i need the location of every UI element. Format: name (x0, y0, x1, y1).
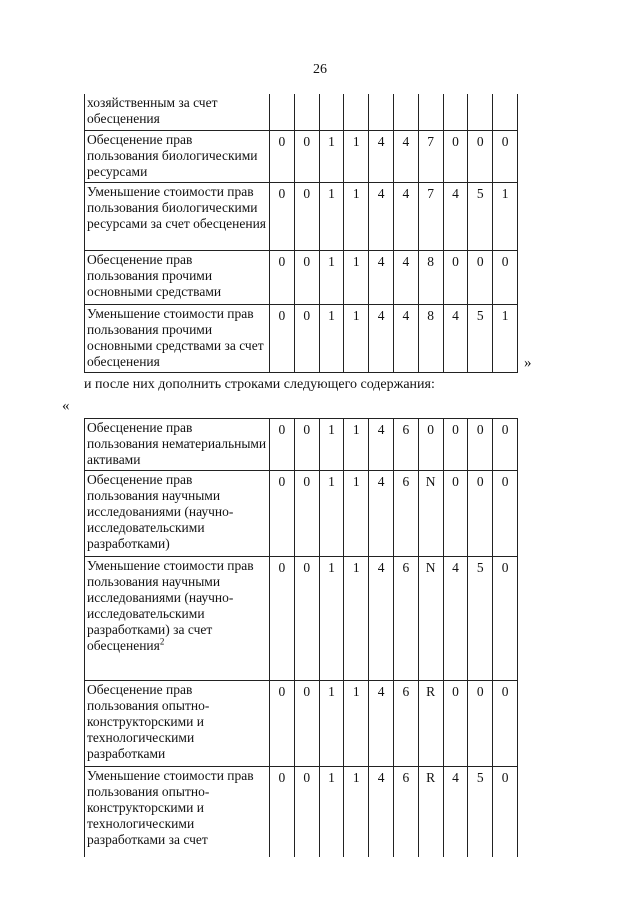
code-cell: 0 (294, 182, 319, 250)
code-cell: 4 (369, 250, 394, 304)
code-cell (369, 94, 394, 130)
code-cell: N (418, 471, 443, 557)
code-cell: 1 (344, 471, 369, 557)
code-cell: 1 (344, 681, 369, 767)
code-cell: 7 (418, 182, 443, 250)
code-cell: 0 (493, 767, 518, 857)
code-cell: 4 (369, 471, 394, 557)
code-cell (468, 94, 493, 130)
code-cell: 6 (393, 767, 418, 857)
code-cell: 4 (369, 304, 394, 372)
code-cell: 0 (418, 419, 443, 471)
table-row (85, 182, 518, 250)
row-label: Уменьшение стоимости прав пользования биологическими ресурсами за счет обесценения (85, 182, 270, 250)
code-cell: 6 (393, 557, 418, 681)
code-cell: 0 (294, 304, 319, 372)
code-cell: 0 (468, 130, 493, 182)
code-cell: 4 (393, 182, 418, 250)
code-cell: 4 (369, 767, 394, 857)
code-cell: 0 (270, 250, 295, 304)
accounts-table-additions (84, 418, 518, 857)
code-cell: 6 (393, 681, 418, 767)
code-cell: 4 (369, 182, 394, 250)
code-cell: 5 (468, 557, 493, 681)
code-cell: 0 (443, 419, 468, 471)
code-cell: 0 (270, 471, 295, 557)
code-cell: 6 (393, 471, 418, 557)
row-label: Уменьшение стоимости прав пользования опытно-конструкторскими и технологическими разработками за счет (85, 767, 270, 857)
code-cell: 0 (468, 250, 493, 304)
code-cell: 0 (294, 767, 319, 857)
code-cell (443, 94, 468, 130)
code-cell: 4 (393, 304, 418, 372)
code-cell: 1 (344, 304, 369, 372)
code-cell: 1 (319, 471, 344, 557)
code-cell: 1 (493, 182, 518, 250)
code-cell: 0 (270, 130, 295, 182)
code-cell: 1 (344, 182, 369, 250)
instruction-text: и после них дополнить строками следующего содержания: (84, 377, 435, 392)
code-cell: 0 (294, 557, 319, 681)
code-cell: 0 (493, 557, 518, 681)
code-cell: 0 (270, 419, 295, 471)
code-cell: 5 (468, 767, 493, 857)
table-row (85, 419, 518, 471)
code-cell (270, 94, 295, 130)
code-cell (294, 94, 319, 130)
code-cell: 0 (270, 557, 295, 681)
code-cell: 0 (468, 419, 493, 471)
code-cell: 0 (443, 130, 468, 182)
code-cell: 0 (468, 471, 493, 557)
code-cell: 1 (319, 419, 344, 471)
code-cell: 1 (344, 250, 369, 304)
table-row (85, 767, 518, 857)
table-row (85, 250, 518, 304)
page-number: 26 (313, 62, 327, 77)
code-cell: 0 (270, 304, 295, 372)
code-cell (493, 94, 518, 130)
code-cell: 0 (294, 681, 319, 767)
code-cell: 4 (393, 130, 418, 182)
code-cell: 0 (493, 681, 518, 767)
code-cell: 1 (344, 557, 369, 681)
code-cell: 0 (443, 471, 468, 557)
footnote-marker: 2 (159, 636, 165, 647)
code-cell: 4 (369, 681, 394, 767)
code-cell: 4 (443, 304, 468, 372)
code-cell: 0 (294, 250, 319, 304)
code-cell (344, 94, 369, 130)
code-cell: 0 (270, 767, 295, 857)
row-label: Обесценение прав пользования научными исследованиями (научно-исследовательскими разработками) (85, 471, 270, 557)
code-cell: 1 (344, 419, 369, 471)
row-label: Обесценение прав пользования биологическими ресурсами (85, 130, 270, 182)
code-cell: 4 (443, 182, 468, 250)
code-cell: 1 (493, 304, 518, 372)
code-cell: R (418, 681, 443, 767)
code-cell: 4 (393, 250, 418, 304)
code-cell: 0 (270, 681, 295, 767)
accounts-table-continued (84, 94, 518, 373)
code-cell: 8 (418, 250, 443, 304)
code-cell: 0 (443, 681, 468, 767)
table-row (85, 304, 518, 372)
code-cell: 8 (418, 304, 443, 372)
code-cell (319, 94, 344, 130)
code-cell: 0 (493, 130, 518, 182)
code-cell: 0 (468, 681, 493, 767)
table-row (85, 471, 518, 557)
code-cell: 0 (270, 182, 295, 250)
code-cell: 7 (418, 130, 443, 182)
code-cell: 1 (344, 130, 369, 182)
code-cell: 0 (443, 250, 468, 304)
table-row (85, 94, 518, 130)
code-cell: 4 (369, 130, 394, 182)
code-cell: R (418, 767, 443, 857)
code-cell: 0 (294, 130, 319, 182)
code-cell (393, 94, 418, 130)
code-cell: 6 (393, 419, 418, 471)
code-cell: 0 (294, 471, 319, 557)
code-cell: 1 (344, 767, 369, 857)
table-row (85, 557, 518, 681)
code-cell: 4 (443, 767, 468, 857)
code-cell: 1 (319, 250, 344, 304)
row-label: Обесценение прав пользования нематериальными активами (85, 419, 270, 471)
code-cell: 4 (369, 557, 394, 681)
code-cell: 4 (443, 557, 468, 681)
code-cell: 0 (493, 419, 518, 471)
code-cell: 0 (294, 419, 319, 471)
code-cell: 5 (468, 304, 493, 372)
row-label: Уменьшение стоимости прав пользования прочими основными средствами за счет обесценения (85, 304, 270, 372)
code-cell: 4 (369, 419, 394, 471)
opening-quote: « (62, 398, 70, 414)
closing-quote: » (524, 355, 532, 371)
row-label: Уменьшение стоимости прав пользования научными исследованиями (научно-исследовательскими разработками) за счет обесценения$^2$ (85, 557, 270, 681)
code-cell: 1 (319, 767, 344, 857)
row-label: Обесценение прав пользования опытно-конструкторскими и технологическими разработками (85, 681, 270, 767)
code-cell: 1 (319, 182, 344, 250)
row-label: хозяйственным за счет обесценения (85, 94, 270, 130)
code-cell: N (418, 557, 443, 681)
code-cell: 1 (319, 681, 344, 767)
code-cell: 5 (468, 182, 493, 250)
code-cell: 1 (319, 304, 344, 372)
code-cell: 0 (493, 471, 518, 557)
code-cell: 1 (319, 130, 344, 182)
table-row (85, 130, 518, 182)
code-cell: 1 (319, 557, 344, 681)
code-cell (418, 94, 443, 130)
row-label: Обесценение прав пользования прочими основными средствами (85, 250, 270, 304)
table-row (85, 681, 518, 767)
code-cell: 0 (493, 250, 518, 304)
